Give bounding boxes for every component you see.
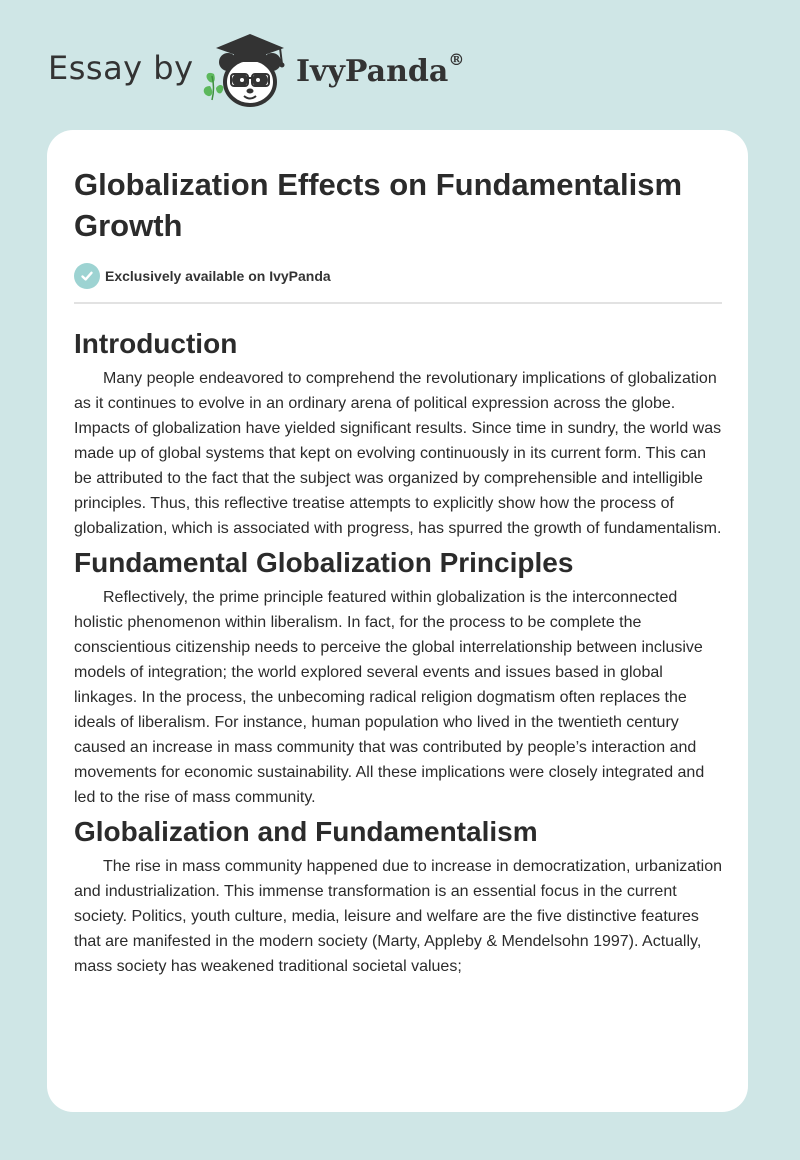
essay-body	[74, 322, 722, 979]
section-introduction	[74, 322, 722, 541]
essay-title: Globalization Effects on Fundamentalism Growth	[74, 167, 683, 243]
title-divider	[74, 302, 722, 304]
section-heading: Fundamental Globalization Principles	[74, 547, 574, 578]
section-heading: Introduction	[74, 328, 238, 359]
brand-name-text: IvyPanda	[296, 54, 449, 89]
section-heading: Globalization and Fundamentalism	[74, 816, 538, 847]
section-paragraph: The rise in mass community happened due to increase in democratization, urbanization and industrialization. This immense transformation is an essential focus in the current society. Politics, youth culture, media, leisure and welfare are the five distinctive features that are manifested in the modern society (Marty, Appleby & Mendelsohn 1997). Actually, mass society has weakened traditional societal values;	[74, 858, 722, 975]
essay-by-label: Essay by	[48, 49, 194, 87]
panda-logo-icon[interactable]	[200, 30, 292, 110]
section-fundamental-principles	[74, 541, 722, 810]
brand-header	[0, 0, 800, 120]
ivy-leaf-icon	[204, 73, 224, 100]
section-paragraph: Reflectively, the prime principle featured within globalization is the interconnected holistic phenomenon within liberalism. In fact, for the process to be complete the conscientious citizenship needs to perceive the global interrelationship between inclusive models of integration; the world explored several events and issues based in global linkages. In the process, the unbecoming radical religion dogmatism often replaces the ideals of liberalism. For instance, human population who lived in the twentieth century caused an increase in mass community that was contributed by people’s interaction and movements for economic sustainability. All these implications were closely integrated and led to the rise of mass community.	[74, 589, 705, 806]
exclusive-label: Exclusively available on IvyPanda	[105, 268, 331, 284]
section-paragraph: Many people endeavored to comprehend the revolutionary implications of globalization as it continues to evolve in an ordinary arena of political expression across the globe. Impacts of globalization have yielded significant results. Since time in sundry, the world was made up of global systems that kept on evolving continuously in its current form. This can be attributed to the fact that the subject was organized by comprehensible and intelligible principles. Thus, this reflective treatise attempts to explicitly show how the process of globalization, which is associated with progress, has spurred the growth of fundamentalism.	[74, 370, 722, 537]
essay-card	[47, 130, 748, 1112]
registered-mark: ®	[448, 50, 465, 69]
check-circle-icon	[74, 263, 100, 289]
section-globalization-fundamentalism	[74, 810, 722, 979]
exclusive-notice	[74, 263, 331, 289]
brand-name[interactable]	[296, 50, 465, 89]
